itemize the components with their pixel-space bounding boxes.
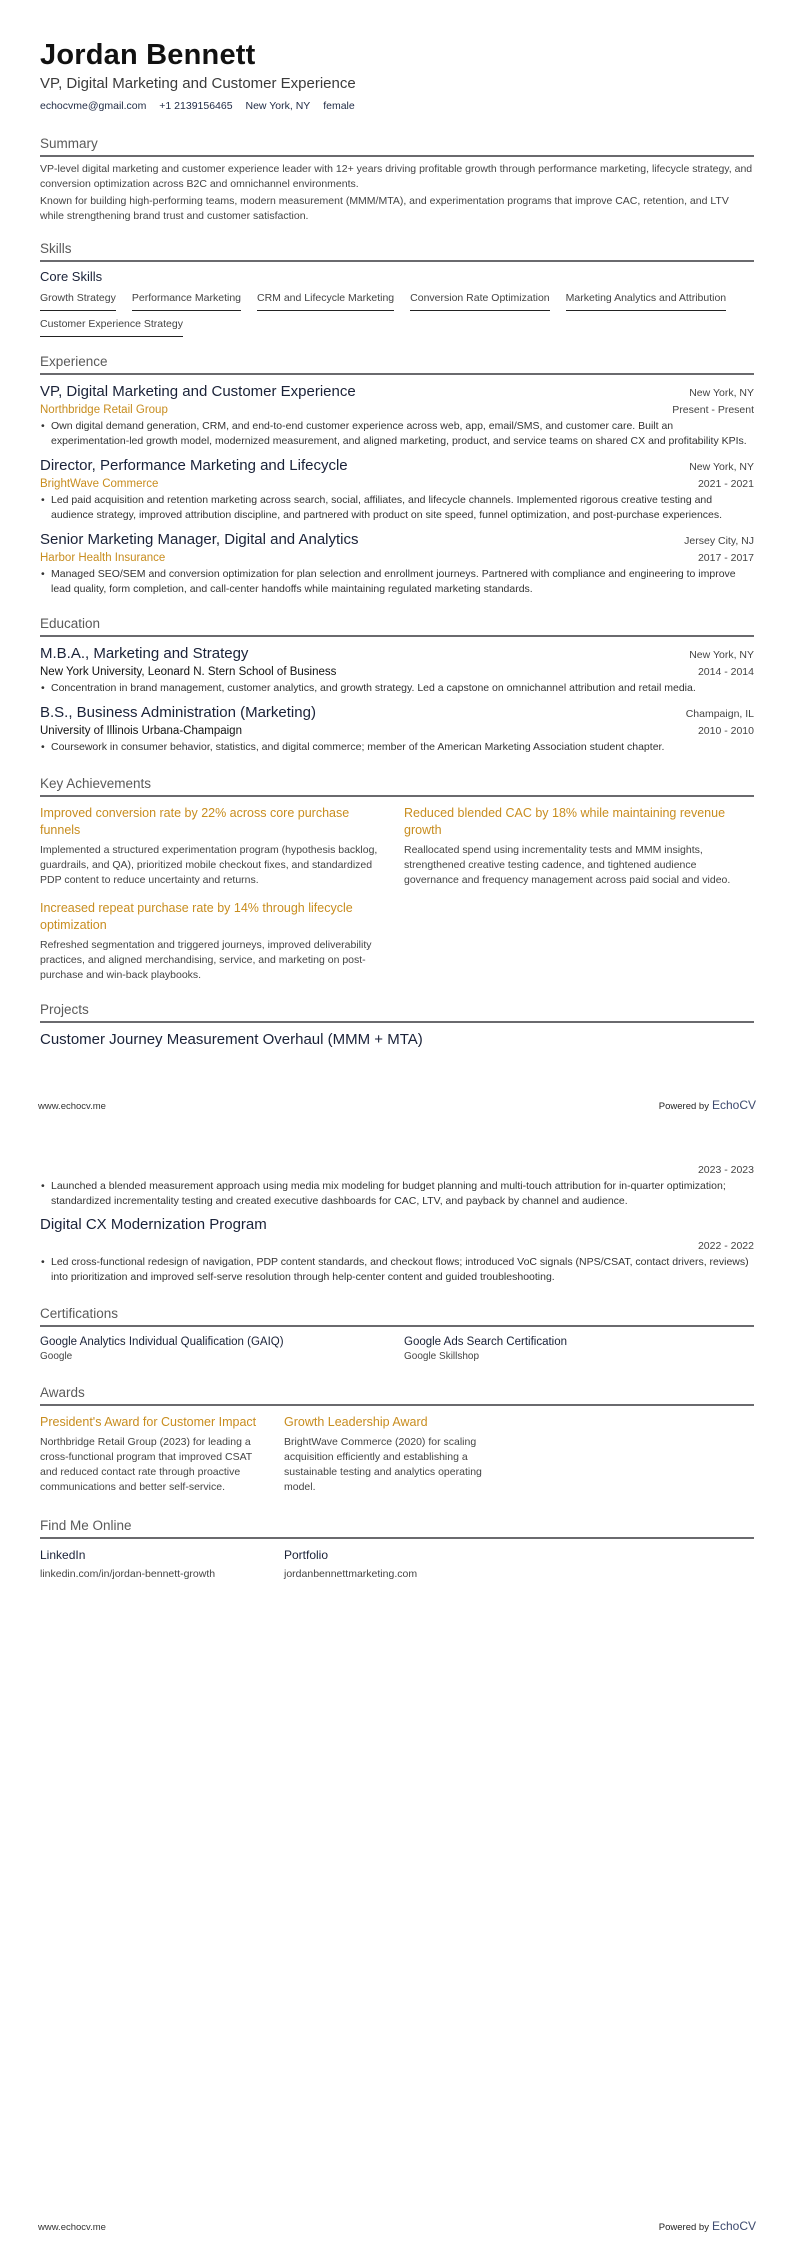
summary-section	[40, 135, 754, 224]
contact-phone[interactable]: +1 2139156465	[159, 100, 233, 112]
summary-paragraph: VP-level digital marketing and customer experience leader with 12+ years driving profitable growth through performance marketing, lifecycle strategy, and conversion optimization across B2C and omnichannel environments.	[40, 163, 753, 190]
bullet-item: • Led paid acquisition and retention marketing across search, social, affiliates, and lifecycle channels. Implemented rigorous creative testing and audience strategy, improved attribution discipline, and partnered with product on site speed, funnel optimization, and post-purchase experiences.	[40, 493, 754, 523]
achievement-desc: Reallocated spend using incrementality tests and MMM insights, strengthened creative testing cadence, and tightened audience governance and frequency management across paid social and video.	[404, 844, 731, 886]
school-location: Champaign, IL	[685, 708, 754, 720]
project-title: Digital CX Modernization Program	[40, 1216, 267, 1233]
achievement-item	[40, 900, 390, 983]
section-title-online: Find Me Online	[40, 1517, 754, 1539]
school-name: University of Illinois Urbana-Champaign	[40, 725, 242, 737]
job-title: VP, Digital Marketing and Customer Experience	[40, 383, 356, 400]
award-item	[40, 1406, 272, 1495]
award-title: Growth Leadership Award	[284, 1415, 428, 1429]
resume-page-2	[0, 1123, 794, 2246]
experience-entry	[40, 456, 754, 523]
certification-item	[40, 1334, 390, 1364]
experience-entry	[40, 530, 754, 597]
section-title-projects: Projects	[40, 1001, 754, 1023]
award-item	[284, 1406, 516, 1495]
education-dates: 2010 - 2010	[697, 725, 754, 737]
footer-powered-by	[659, 2219, 756, 2233]
awards-grid	[40, 1406, 754, 1495]
footer-website-link[interactable]: www.echocv.me	[38, 2222, 106, 2233]
echocv-brand-link[interactable]: EchoCV	[711, 2219, 756, 2233]
section-title-experience: Experience	[40, 353, 754, 375]
achievement-title: Reduced blended CAC by 18% while maintaining revenue growth	[404, 806, 726, 837]
certification-name: Google Ads Search Certification	[404, 1336, 568, 1348]
skill-tag: Performance Marketing	[132, 289, 241, 311]
achievements-grid	[40, 797, 754, 983]
powered-by-label: Powered by	[658, 1101, 709, 1112]
link-label-linkedin: LinkedIn	[40, 1548, 86, 1562]
education-dates: 2014 - 2014	[697, 666, 754, 678]
company-name: BrightWave Commerce	[40, 478, 159, 490]
experience-entry	[40, 382, 754, 449]
job-bullets	[40, 493, 754, 523]
link-label-portfolio: Portfolio	[284, 1548, 329, 1562]
job-location: New York, NY	[689, 387, 754, 399]
project-continuation	[40, 1163, 754, 1209]
bullet-item: • Managed SEO/SEM and conversion optimization for plan selection and enrollment journeys. Partnered with compliance and engineering to improve lead quality, form completion, and call-center handoffs while maintaining regulated marketing standards.	[40, 567, 754, 597]
project-entry	[40, 1030, 754, 1050]
bullet-item: • Coursework in consumer behavior, statistics, and digital commerce; member of the American Marketing Association student chapter.	[40, 740, 754, 755]
company-name: Harbor Health Insurance	[40, 552, 166, 564]
summary-paragraph: Known for building high-performing teams, modern measurement (MMM/MTA), and experimentation programs that improve CAC, retention, and LTV while strengthening brand trust and customer satisfaction.	[40, 195, 729, 222]
resume-header	[40, 38, 754, 113]
contact-location: New York, NY	[245, 100, 311, 112]
bullet-item: • Led cross-functional redesign of navigation, PDP content standards, and checkout flows; introduced VoC signals (NPS/CSAT, contact drivers, reviews) into prioritization and improved self-serve resolution through help-center content and guided troubleshooting.	[40, 1255, 754, 1285]
degree-title: B.S., Business Administration (Marketing)	[40, 704, 316, 721]
page-footer	[38, 1098, 756, 1112]
job-location: New York, NY	[689, 461, 754, 473]
skill-tag: Customer Experience Strategy	[40, 315, 183, 337]
job-title: Senior Marketing Manager, Digital and Analytics	[40, 531, 359, 548]
awards-section	[40, 1384, 754, 1495]
certification-item	[404, 1334, 754, 1364]
contact-email[interactable]: echocvme@gmail.com	[40, 100, 147, 112]
award-desc: BrightWave Commerce (2020) for scaling acquisition efficiently and establishing a sustainable testing and analytics operating model.	[284, 1436, 482, 1493]
project-title: Customer Journey Measurement Overhaul (MMM + MTA)	[40, 1031, 423, 1048]
section-title-achievements: Key Achievements	[40, 775, 754, 797]
footer-website-link[interactable]: www.echocv.me	[38, 1101, 106, 1112]
certification-name: Google Analytics Individual Qualification (GAIQ)	[40, 1336, 284, 1348]
job-dates: 2021 - 2021	[697, 478, 754, 490]
online-section	[40, 1517, 754, 1582]
page-footer	[38, 2219, 756, 2233]
bullet-item: • Launched a blended measurement approach using media mix modeling for budget planning and multi-touch attribution for in-quarter optimization; standardized incrementality testing and created executive dashboards for CAC, LTV, and payback by channel and audience.	[40, 1179, 754, 1209]
online-link-item	[284, 1539, 516, 1582]
candidate-name: Jordan Bennett	[40, 39, 256, 71]
candidate-headline: VP, Digital Marketing and Customer Experience	[40, 75, 356, 92]
page-2-content	[40, 1163, 754, 1582]
certification-issuer: Google Skillshop	[404, 1351, 480, 1362]
job-bullets	[40, 567, 754, 597]
skills-list	[40, 289, 754, 341]
job-dates: 2017 - 2017	[697, 552, 754, 564]
achievements-section	[40, 775, 754, 983]
achievement-desc: Implemented a structured experimentation program (hypothesis backlog, guardrails, and QA), prioritized mobile checkout fixes, and standardized PDP content to reduce uncertainty and returns.	[40, 844, 378, 886]
summary-text	[40, 162, 754, 224]
job-location: Jersey City, NJ	[684, 535, 754, 547]
section-title-awards: Awards	[40, 1384, 754, 1406]
skill-tag: Growth Strategy	[40, 289, 116, 311]
project-dates: 2023 - 2023	[697, 1164, 754, 1176]
skills-group-title: Core Skills	[40, 269, 103, 284]
job-bullets	[40, 419, 754, 449]
linkedin-link[interactable]: linkedin.com/in/jordan-bennett-growth	[40, 1568, 216, 1580]
achievement-title: Improved conversion rate by 22% across core purchase funnels	[40, 806, 350, 837]
online-links-grid	[40, 1539, 754, 1582]
achievement-item	[40, 805, 390, 888]
skills-section	[40, 240, 754, 341]
footer-powered-by	[659, 1098, 756, 1112]
bullet-item: • Own digital demand generation, CRM, and end-to-end customer experience across web, app, email/SMS, and customer care. Built an experimentation-led growth model, modernized measurement, and aligned marketing, product, and service teams on shared CX and profitability KPIs.	[40, 419, 754, 449]
education-entry	[40, 644, 754, 696]
project-entry	[40, 1215, 754, 1285]
award-desc: Northbridge Retail Group (2023) for leading a cross-functional program that improved CSAT and reduced contact rate through proactive communications and better self-service.	[40, 1436, 253, 1493]
school-name: New York University, Leonard N. Stern School of Business	[40, 666, 337, 678]
job-dates: Present - Present	[672, 404, 754, 416]
certifications-section	[40, 1305, 754, 1364]
skill-tag: Conversion Rate Optimization	[410, 289, 549, 311]
section-title-skills: Skills	[40, 240, 754, 262]
section-title-certifications: Certifications	[40, 1305, 754, 1327]
job-title: Director, Performance Marketing and Lifecycle	[40, 457, 348, 474]
achievement-desc: Refreshed segmentation and triggered journeys, improved deliverability practices, and aligned merchandising, service, and marketing on post-purchase and win-back playbooks.	[40, 939, 372, 981]
experience-section	[40, 353, 754, 597]
section-title-summary: Summary	[40, 135, 754, 157]
bullet-item: • Concentration in brand management, customer analytics, and growth strategy. Led a capstone on omnichannel attribution and retail media.	[40, 681, 754, 696]
project-bullets	[40, 1255, 754, 1285]
contact-gender: female	[323, 100, 355, 112]
achievement-title: Increased repeat purchase rate by 14% through lifecycle optimization	[40, 901, 353, 932]
project-bullets	[40, 1179, 754, 1209]
education-section	[40, 615, 754, 755]
projects-section	[40, 1001, 754, 1050]
education-bullets	[40, 681, 754, 696]
contact-info	[40, 99, 754, 113]
skill-tag: Marketing Analytics and Attribution	[566, 289, 727, 311]
school-location: New York, NY	[689, 649, 754, 661]
section-title-education: Education	[40, 615, 754, 637]
page-1-content	[40, 38, 754, 1050]
degree-title: M.B.A., Marketing and Strategy	[40, 645, 249, 662]
award-title: President's Award for Customer Impact	[40, 1415, 257, 1429]
echocv-brand-link[interactable]: EchoCV	[711, 1098, 756, 1112]
powered-by-label: Powered by	[658, 2222, 709, 2233]
achievement-item	[404, 805, 754, 888]
certification-issuer: Google	[40, 1351, 73, 1362]
skill-tag: CRM and Lifecycle Marketing	[257, 289, 394, 311]
certifications-grid	[40, 1327, 754, 1364]
online-link-item	[40, 1539, 272, 1582]
education-entry	[40, 703, 754, 755]
project-dates: 2022 - 2022	[697, 1240, 754, 1252]
company-name: Northbridge Retail Group	[40, 404, 168, 416]
education-bullets	[40, 740, 754, 755]
portfolio-link[interactable]: jordanbennettmarketing.com	[284, 1568, 418, 1580]
